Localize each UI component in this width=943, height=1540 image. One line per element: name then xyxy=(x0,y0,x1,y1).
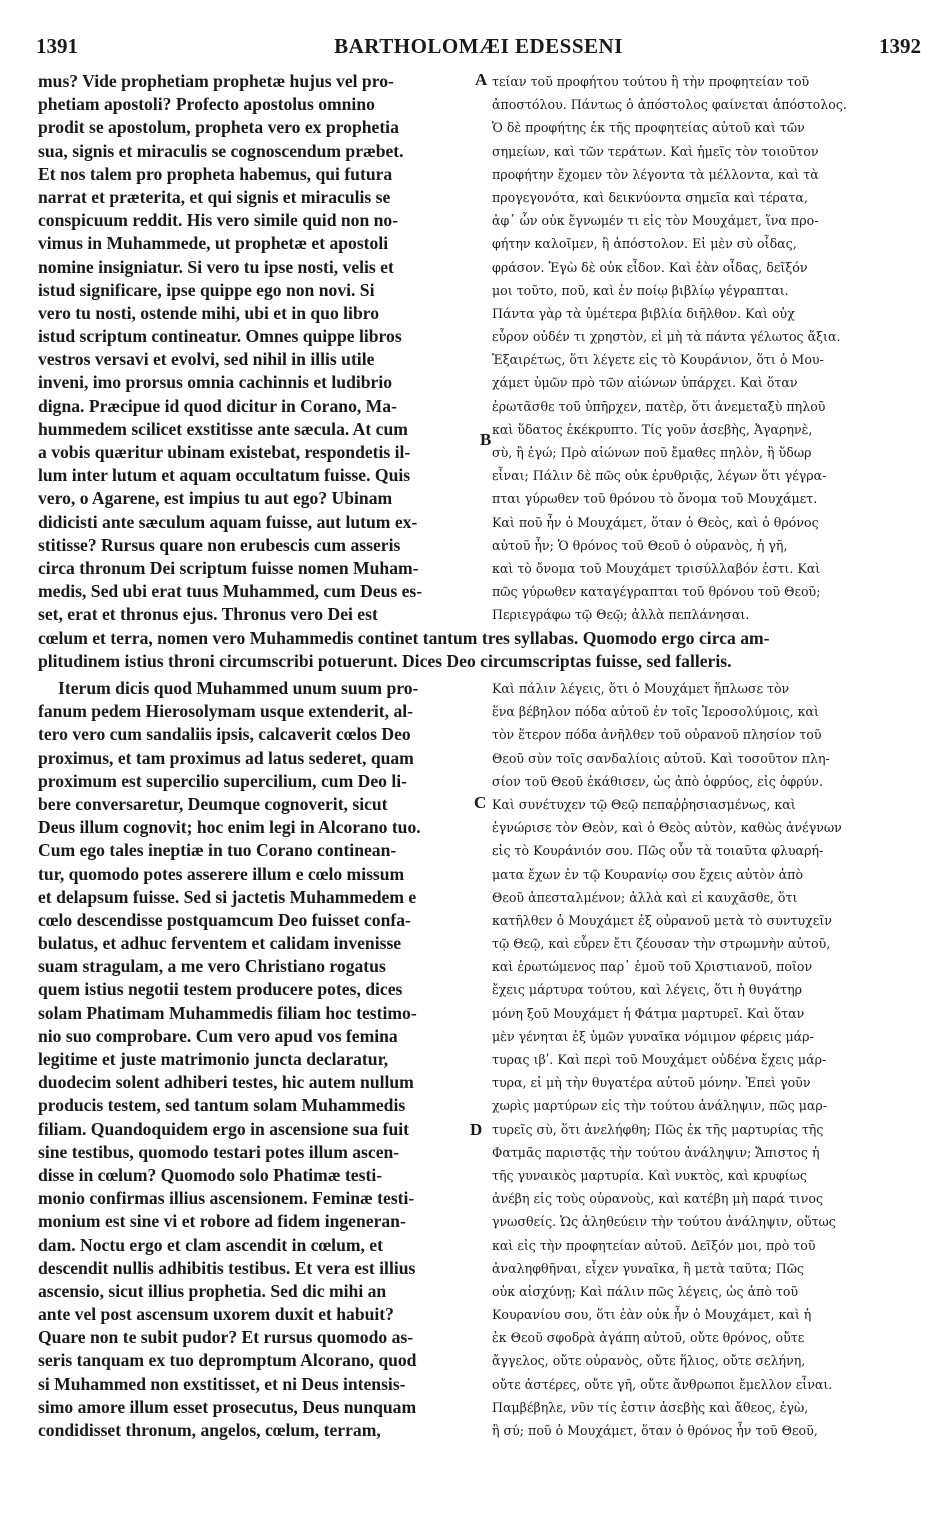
text-line: μὲν γένηται ἐξ ὑμῶν γυναῖκα νόμιμον φέρεις μάρ- xyxy=(492,1028,814,1044)
text-line: Deus illum cognovit; hoc enim legi in Alcorano tuo. xyxy=(38,817,421,838)
greek-column-top xyxy=(492,70,922,627)
text-line: disse in cœlum? Quomodo solo Phatimæ testi- xyxy=(38,1164,383,1185)
text-line: vero, o Agarene, est impius tu aut ego? Ubinam xyxy=(38,488,393,509)
text-line: τῷ Θεῷ, καὶ εὗρεν ἔτι ζέουσαν τὴν στρωμνὴν αὐτοῦ, xyxy=(492,936,831,952)
text-line: σίον τοῦ Θεοῦ ἐκάθισεν, ὡς ἀπὸ ὀφρύος, εἰς ὀφρύν. xyxy=(492,773,823,789)
text-line: tero vero cum sandaliis ipsis, calcaverit cœlos Deo xyxy=(38,724,411,745)
text-line: ἔχεις μάρτυρα τούτου, καὶ λέγεις, ὅτι ἡ θυγάτηρ xyxy=(492,982,803,998)
text-line: sine testibus, quomodo testari potes illum ascen- xyxy=(38,1141,400,1162)
text-line: lum inter lutum et aquam occultatum fuisse. Quis xyxy=(38,465,411,486)
text-line: dam. Noctu ergo et clam ascendit in cœlum, et xyxy=(38,1234,383,1255)
margin-marker-d: D xyxy=(470,1120,483,1139)
full-width-lines xyxy=(38,627,922,673)
text-line: χωρὶς μαρτύρων εἰς τὴν τούτου ἀνάληψιν, πῶς μαρ- xyxy=(492,1098,828,1114)
text-line: ἄγγελος, οὔτε οὐρανὸς, οὔτε ἥλιος, οὔτε σελήνη, xyxy=(492,1353,806,1369)
text-line: Θεοῦ ἀπεσταλμένον; ἀλλὰ καὶ εἰ καυχᾶσθε, ὅτι xyxy=(492,889,798,905)
page-number-left: 1391 xyxy=(36,34,78,58)
text-line: ματα ἔχων ἐν τῷ Κουρανίῳ σου ἔχεις αὐτὸν ἀπὸ xyxy=(492,866,804,882)
text-line: σημείων, καὶ τῶν τεράτων. Καὶ ἡμεῖς τὸν τοιοῦτον xyxy=(492,143,819,159)
text-line: cœlum et terra, nomen vero Muhammedis continet tantum tres syllabas. Quomodo ergo circa am- xyxy=(38,628,770,648)
text-line: ἕνα βέβηλον πόδα αὐτοῦ ἐν τοῖς Ἱεροσολύμοις, καὶ xyxy=(492,704,819,720)
text-line: hummedem scilicet exstitisse ante sæcula. At cum xyxy=(38,418,408,439)
text-line: μόνη ξοῦ Μουχάμετ ἡ Φάτμα μαρτυρεῖ. Καὶ ὅταν xyxy=(492,1005,805,1021)
latin-column-bottom xyxy=(38,677,474,1442)
text-line: Φατμᾶς παριστᾷς τὴν τούτου ἀνάληψιν; Ἄπιστος ἡ xyxy=(492,1144,820,1160)
text-line: προγεγονότα, καὶ δεικνύοντα σημεῖα καὶ τέρατα, xyxy=(492,189,808,205)
text-line: istud significare, ipse quippe ego non novi. Si xyxy=(38,279,375,300)
text-line: seris tanquam ex tuo depromptum Alcorano, quod xyxy=(38,1350,417,1371)
text-line: monium est sine vi et robore ad fidem ingeneran- xyxy=(38,1211,406,1232)
text-line: καὶ ἐρωτώμενος παρ᾽ ἐμοῦ τοῦ Χριστιανοῦ, ποῖον xyxy=(492,959,813,975)
text-line: Παμβέβηλε, νῦν τίς ἐστιν ἀσεβὴς καὶ ἄθεος, ἐγὼ, xyxy=(492,1399,809,1415)
text-line: proximus, et tam proximus ad latus sederet, quam xyxy=(38,747,414,768)
text-line: phetiam apostoli? Profecto apostolus omnino xyxy=(38,94,375,115)
text-line: οὐκ αἰσχύνῃ; Καὶ πάλιν πῶς λέγεις, ὡς ἀπὸ τοῦ xyxy=(492,1283,799,1299)
text-line: τυρα, εἰ μὴ τὴν θυγατέρα αὐτοῦ μόνην. Ἐπεὶ γοῦν xyxy=(492,1075,811,1091)
text-line: cœlo descendisse postquamcum Deo fuisset confa- xyxy=(38,909,411,930)
text-line: digna. Præcipue id quod dicitur in Corano, Ma- xyxy=(38,395,397,416)
text-line: Ὁ δὲ προφήτης ἐκ τῆς προφητείας αὐτοῦ καὶ τῶν xyxy=(492,120,805,136)
text-line: Cum ego tales ineptiæ in tuo Corano continean- xyxy=(38,840,397,861)
text-line: χάμετ ὑμῶν πρὸ τῶν αἰώνων ὑπάρχει. Καὶ ὅταν xyxy=(492,375,798,391)
text-line: bere conversaretur, Deumque cognoverit, sicut xyxy=(38,793,388,814)
margin-marker-c: C xyxy=(474,793,487,812)
text-line: ἐρωτᾶσθε τοῦ ὑπῆρχεν, πατὲρ, ὅτι ἀνεμεταξὺ πηλοῦ xyxy=(492,398,826,414)
text-line: circa thronum Dei scriptum fuisse nomen Muham- xyxy=(38,557,419,578)
text-line: Quare non te subit pudor? Et rursus quomodo as- xyxy=(38,1327,414,1348)
text-line: simo amore illum esset prosecutus, Deus nunquam xyxy=(38,1396,417,1417)
text-line: suam stragulam, a me vero Christiano rogatus xyxy=(38,956,386,977)
text-line: προφήτην ἔχομεν τὸν λέγοντα τὰ μέλλοντα, καὶ τὰ xyxy=(492,166,819,182)
text-line: monio confirmas illius ascensionem. Feminæ testi- xyxy=(38,1188,415,1209)
text-line: producis testem, sed tantum solam Muhammedis xyxy=(38,1095,406,1116)
text-line: quem istius negotii testem producere potes, dices xyxy=(38,979,403,1000)
text-line: condidisset thronum, angelos, cœlum, terram, xyxy=(38,1420,381,1440)
text-line: mus? Vide prophetiam prophetæ hujus vel pro- xyxy=(38,71,394,91)
text-line: τείαν τοῦ προφήτου τούτου ἢ τὴν προφητείαν τοῦ xyxy=(492,74,810,89)
text-line: proximum est supercilio supercilium, cum Deo li- xyxy=(38,770,407,791)
text-line: Et nos talem pro propheta habemus, qui futura xyxy=(38,163,393,184)
text-line: set, erat et thronus ejus. Thronus vero Dei est xyxy=(38,604,378,625)
text-line: Πάντα γὰρ τὰ ὑμέτερα βιβλία διῆλθον. Καὶ οὐχ xyxy=(492,305,795,321)
text-line: stitisse? Rursus quare non erubescis cum asseris xyxy=(38,534,401,555)
text-line: nio suo comprobare. Cum vero apud vos femina xyxy=(38,1025,398,1046)
text-line: καὶ τὸ ὄνομα τοῦ Μουχάμετ τρισύλλαβόν ἐστι. Καὶ xyxy=(492,560,821,576)
text-line: ascensio, sicut illius prophetia. Sed dic mihi an xyxy=(38,1280,387,1301)
page-header xyxy=(36,34,921,64)
text-line: καὶ ὕδατος ἐκέκρυπτο. Τίς γοῦν ἀσεβὴς, Ἀγαρηνὲ, xyxy=(492,421,813,437)
text-line: φράσον. Ἐγὼ δὲ οὐκ εἶδον. Καὶ ἐὰν οἶδας, δεῖξόν xyxy=(492,259,808,275)
text-line: ἐγνώρισε τὸν Θεὸν, καὶ ὁ Θεὸς αὐτὸν, καθὼς ἀνέγνων xyxy=(492,820,842,836)
text-line: ante vel post ascensum uxorem duxit et habuit? xyxy=(38,1304,394,1325)
text-line: εὗρον οὐδέν τι χρηστὸν, εἰ μὴ τὰ πάντα γέλωτος ἄξια. xyxy=(492,329,841,345)
page-number-right: 1392 xyxy=(879,34,921,58)
text-line: si Muhammed non exstitisset, et ni Deus intensis- xyxy=(38,1373,406,1394)
text-line: τυρας ιβʹ. Καὶ περὶ τοῦ Μουχάμετ οὐδένα ἔχεις μάρ- xyxy=(492,1052,827,1067)
text-line: Ἐξαιρέτως, ὅτι λέγετε εἰς τὸ Κουράνιον, ὅτι ὁ Μου- xyxy=(492,352,824,368)
text-line: legitime et juste matrimonio juncta declaratur, xyxy=(38,1049,389,1069)
margin-marker-b: B xyxy=(480,430,492,449)
text-line: γνωσθείς. Ὡς ἀληθεύειν τὴν τούτου ἀνάληψιν, οὕτως xyxy=(492,1214,836,1230)
text-line: Καὶ πάλιν λέγεις, ὅτι ὁ Μουχάμετ ἥπλωσε τὸν xyxy=(492,681,790,696)
text-line: inveni, imo prorsus omnia cachinnis et ludibrio xyxy=(38,372,393,393)
text-line: vimus in Muhammede, ut prophetæ et apostoli xyxy=(38,233,389,254)
text-line: τῆς γυναικὸς μαρτυρία. Καὶ νυκτὸς, καὶ κρυφίως xyxy=(492,1167,807,1183)
text-line: εἶναι; Πάλιν δὲ πῶς οὐκ ἐρυθριᾷς, λέγων ὅτι γέγρα- xyxy=(492,468,827,484)
text-line: Θεοῦ σὺν τοῖς σανδαλίοις αὐτοῦ. Καὶ τοσοῦτον πλη- xyxy=(492,750,830,766)
text-line: φήτην καλοῖμεν, ἢ ἀπόστολον. Εἰ μὲν σὺ οἶδας, xyxy=(492,236,797,252)
text-line: πται γύρωθεν τοῦ θρόνου τὸ ὄνομα τοῦ Μουχάμετ. xyxy=(492,491,818,507)
text-line: αὐτοῦ ἦν; Ὁ θρόνος τοῦ Θεοῦ ὁ οὐρανὸς, ἡ γῆ, xyxy=(492,537,788,553)
text-line: nomine insigniatur. Si vero tu ipse nosti, velis et xyxy=(38,256,394,277)
text-line: μοι τοῦτο, ποῦ, καὶ ἐν ποίῳ βιβλίῳ γέγραπται. xyxy=(492,282,789,298)
text-line: ἀναληφθῆναι, εἶχεν γυναῖκα, ἢ μετὰ ταῦτα; Πῶς xyxy=(492,1260,805,1276)
text-line: Περιεγράφω τῷ Θεῷ; ἀλλὰ πεπλάνησαι. xyxy=(492,607,750,623)
text-line: Κουρανίου σου, ὅτι ἐὰν οὐκ ἦν ὁ Μουχάμετ, καὶ ἡ xyxy=(492,1307,812,1323)
text-line: tur, quomodo potes asserere illum e cœlo missum xyxy=(38,863,405,884)
text-line: Καὶ συνέτυχεν τῷ Θεῷ πεπαῤῥησιασμένως, καὶ xyxy=(492,796,796,812)
text-line: ἢ σύ; ποῦ ὁ Μουχάμετ, ὅταν ὁ θρόνος ἦν τοῦ Θεοῦ, xyxy=(492,1423,818,1438)
text-line: duodecim solent adhiberi testes, hic autem nullum xyxy=(38,1072,414,1093)
text-line: τυρεῖς σὺ, ὅτι ἀνελήφθη; Πῶς ἐκ τῆς μαρτυρίας τῆς xyxy=(492,1121,824,1137)
text-line: ἐκ Θεοῦ σφοδρὰ ἀγάπη αὐτοῦ, οὔτε θρόνος, οὔτε xyxy=(492,1330,805,1346)
text-line: ἀφ᾽ ὧν οὐκ ἔγνωμέν τι εἰς τὸν Μουχάμετ, ἵνα προ- xyxy=(492,213,819,229)
text-line: prodit se apostolum, propheta vero ex prophetia xyxy=(38,117,399,138)
text-line: solam Phatimam Muhammedis filiam hoc testimo- xyxy=(38,1002,417,1023)
text-line: vero tu nosti, ostende mihi, ubi et in quo libro xyxy=(38,302,380,323)
greek-column-bottom xyxy=(492,677,922,1442)
text-line: ἀνέβη εἰς τοὺς οὐρανοὺς, καὶ κατέβη μὴ παρά τινος xyxy=(492,1191,824,1207)
text-line: bulatus, et adhuc ferventem et calidam invenisse xyxy=(38,933,402,954)
text-line: πῶς γύρωθεν καταγέγραπται τοῦ θρόνου τοῦ Θεοῦ; xyxy=(492,584,821,600)
text-line: a vobis quæritur ubinam existebat, respondetis il- xyxy=(38,442,411,462)
text-line: εἰς τὸ Κουράνιόν σου. Πῶς οὖν τὰ τοιαῦτα φλυαρή- xyxy=(492,843,824,859)
text-line: istud scriptum contineatur. Omnes quippe libros xyxy=(38,326,402,347)
text-line: descendit nullis adhibitis testibus. Et vera est illius xyxy=(38,1257,416,1278)
text-line: fanum pedem Hierosolymam usque extenderit, al- xyxy=(38,701,413,722)
text-line: didicisti ante sæculum aquam fuisse, aut lutum ex- xyxy=(38,511,418,532)
text-line: vestros versavi et evolvi, sed nihil in illis utile xyxy=(38,349,375,370)
running-title: BARTHOLOMÆI EDESSENI xyxy=(334,34,623,58)
text-line: et delapsum fuisse. Sed si jactetis Muhammedem e xyxy=(38,886,417,907)
text-line: σὺ, ἢ ἐγώ; Πρὸ αἰώνων ποῦ ἔμαθες πηλὸν, ἢ ὕδωρ xyxy=(492,445,812,460)
text-line: κατῆλθεν ὁ Μουχάμετ ἐξ οὐρανοῦ μετὰ τὸ συντυχεῖν xyxy=(492,912,832,928)
text-line: καὶ εἰς τὴν προφητείαν αὐτοῦ. Δεῖξόν μοι, πρὸ τοῦ xyxy=(492,1237,816,1253)
text-line: ἀποστόλου. Πάντως ὁ ἀπόστολος φαίνεται ἀπόστολος. xyxy=(492,97,847,113)
text-line: οὔτε ἀστέρες, οὔτε γῆ, οὔτε ἄνθρωποι ἔμελλον εἶναι. xyxy=(492,1376,833,1392)
text-line: plitudinem istius throni circumscribi potuerunt. Dices Deo circumscriptas fuisse, sed falleris. xyxy=(38,651,732,672)
text-line: filiam. Quandoquidem ergo in ascensione sua fuit xyxy=(38,1118,409,1139)
text-line: sua, signis et miraculis se cognoscendum præbet. xyxy=(38,140,404,161)
text-line: medis, Sed ubi erat tuus Muhammed, cum Deus es- xyxy=(38,581,423,602)
margin-marker-a: A xyxy=(475,70,488,89)
text-line: τὸν ἕτερον πόδα ἀνῆλθεν τοῦ οὐρανοῦ πλησίον τοῦ xyxy=(492,727,822,743)
text-line: Iterum dicis quod Muhammed unum suum pro- xyxy=(58,678,419,698)
text-line: narrat et præterita, et qui signis et miraculis se xyxy=(38,186,391,207)
text-line: Καὶ ποῦ ἦν ὁ Μουχάμετ, ὅταν ὁ Θεὸς, καὶ ὁ θρόνος xyxy=(492,514,819,530)
latin-column-top xyxy=(38,70,474,627)
text-line: conspicuum reddit. His vero simile quid non no- xyxy=(38,210,399,231)
